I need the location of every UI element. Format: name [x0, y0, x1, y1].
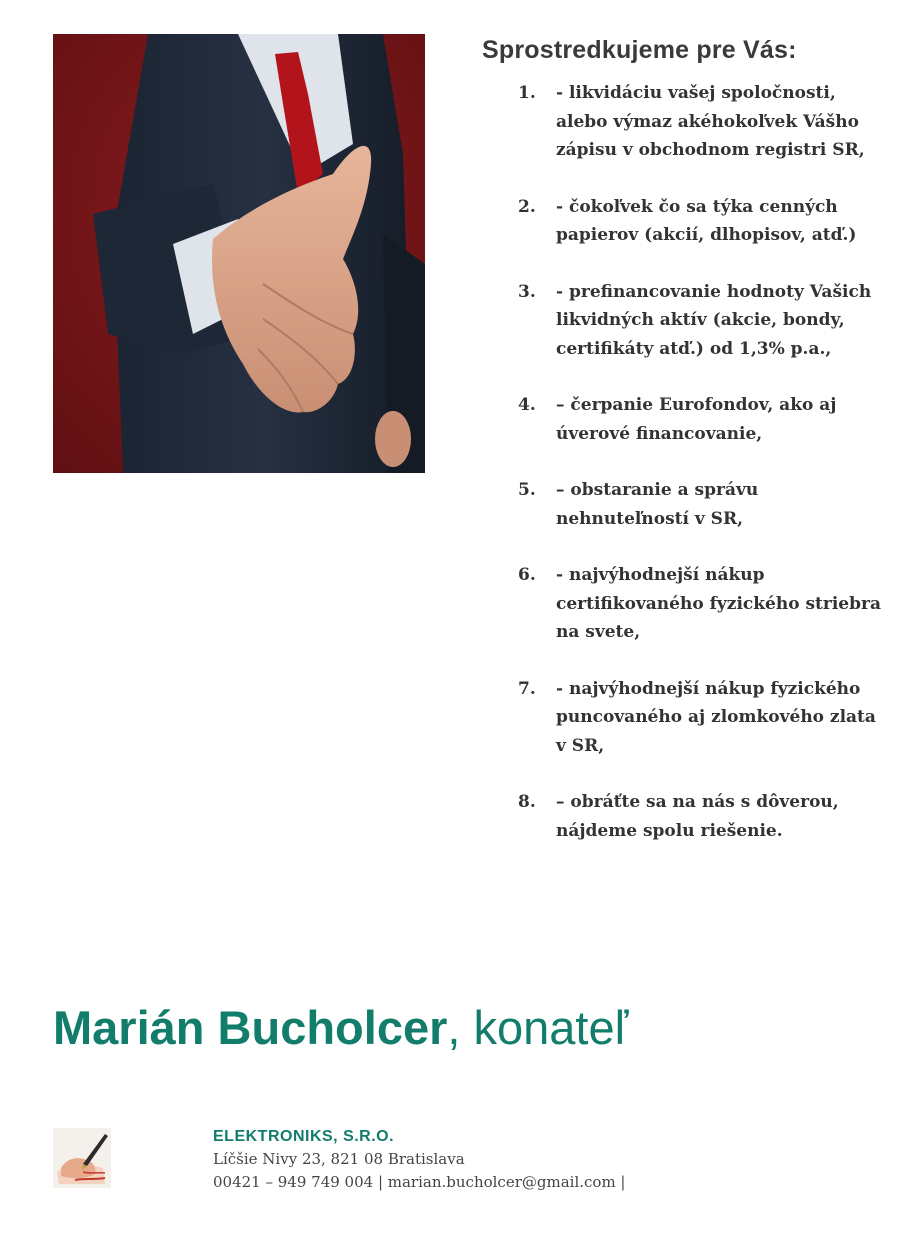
service-text: - najvýhodnejší nákup certifikovaného fyzického striebra na svete,: [556, 565, 881, 642]
signature-role: , konateľ: [447, 1001, 629, 1054]
service-number: 6.: [518, 565, 536, 585]
service-item-6: [482, 561, 882, 647]
services-section: [482, 36, 882, 873]
signature-name: Marián Bucholcer: [53, 1001, 448, 1054]
service-text: - najvýhodnejší nákup fyzického puncovaného aj zlomkového zlata v SR,: [556, 678, 876, 756]
services-list: [482, 79, 882, 845]
company-contact: 00421 – 949 749 004 | marian.bucholcer@gmail.com |: [213, 1173, 626, 1191]
service-text: - čokoľvek čo sa týka cenných papierov (akcií, dlhopisov, atď.): [556, 196, 857, 245]
service-number: 1.: [518, 83, 536, 103]
service-item-5: [482, 476, 882, 533]
company-name: ELEKTRONIKS, S.R.O.: [213, 1128, 395, 1145]
service-item-1: [482, 79, 882, 165]
services-title: Sprostredkujeme pre Vás:: [482, 36, 797, 64]
service-text: - likvidáciu vašej spoločnosti, alebo výmaz akéhokoľvek Vášho zápisu v obchodnom registri SR,: [556, 83, 865, 160]
service-number: 4.: [518, 395, 536, 415]
pen-writing-icon: [53, 1128, 111, 1188]
service-number: 8.: [518, 792, 536, 812]
footer-contact: [213, 1125, 626, 1194]
service-item-8: [482, 788, 882, 845]
service-text: – obráťte sa na nás s dôverou, nájdeme spolu riešenie.: [556, 792, 839, 841]
service-number: 3.: [518, 281, 536, 302]
service-number: 7.: [518, 678, 536, 699]
company-address: Líčšie Nivy 23, 821 08 Bratislava: [213, 1150, 465, 1168]
service-number: 5.: [518, 480, 536, 500]
service-item-4: [482, 391, 882, 448]
service-text: - prefinancovanie hodnoty Vašich likvidných aktív (akcie, bondy, certifikáty atď.) od 1,3% p.a.,: [556, 281, 872, 359]
signature-line: [53, 1000, 628, 1055]
service-number: 2.: [518, 196, 536, 217]
handshake-photo: [53, 34, 425, 473]
service-text: – obstaranie a správu nehnuteľností v SR,: [556, 480, 759, 529]
service-item-3: [482, 278, 882, 364]
service-item-7: [482, 675, 882, 761]
service-item-2: [482, 193, 882, 250]
service-text: – čerpanie Eurofondov, ako aj úverové financovanie,: [556, 395, 837, 444]
